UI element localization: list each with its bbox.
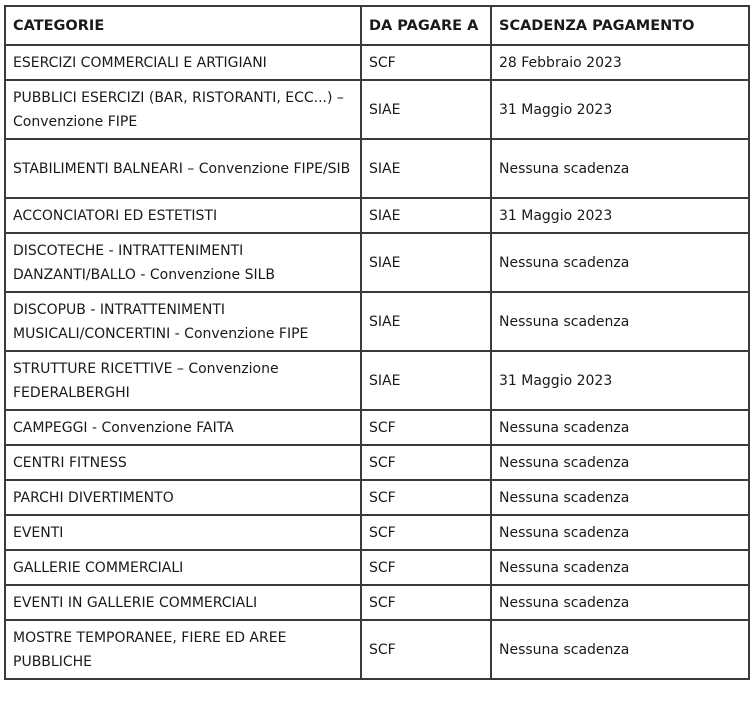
cell-da-pagare-a: SIAE (361, 233, 491, 292)
cell-da-pagare-a: SIAE (361, 351, 491, 410)
cell-categoria: PUBBLICI ESERCIZI (BAR, RISTORANTI, ECC...) – Convenzione FIPE (5, 80, 361, 139)
table-header (5, 6, 749, 45)
table-row (5, 480, 749, 515)
cell-categoria: ESERCIZI COMMERCIALI E ARTIGIANI (5, 45, 361, 80)
cell-scadenza: Nessuna scadenza (491, 445, 749, 480)
cell-categoria: CENTRI FITNESS (5, 445, 361, 480)
table-body (5, 45, 749, 679)
cell-da-pagare-a: SCF (361, 620, 491, 679)
payment-table-container (4, 5, 748, 680)
cell-da-pagare-a: SCF (361, 410, 491, 445)
cell-categoria: GALLERIE COMMERCIALI (5, 550, 361, 585)
cell-scadenza: Nessuna scadenza (491, 550, 749, 585)
cell-scadenza: Nessuna scadenza (491, 233, 749, 292)
table-row (5, 410, 749, 445)
table-row (5, 550, 749, 585)
cell-da-pagare-a: SCF (361, 515, 491, 550)
cell-scadenza: 31 Maggio 2023 (491, 198, 749, 233)
header-da-pagare-a: DA PAGARE A (361, 6, 491, 45)
cell-categoria: ACCONCIATORI ED ESTETISTI (5, 198, 361, 233)
cell-da-pagare-a: SCF (361, 480, 491, 515)
cell-categoria: EVENTI IN GALLERIE COMMERCIALI (5, 585, 361, 620)
cell-scadenza: 28 Febbraio 2023 (491, 45, 749, 80)
cell-scadenza: Nessuna scadenza (491, 410, 749, 445)
cell-da-pagare-a: SCF (361, 45, 491, 80)
cell-da-pagare-a: SCF (361, 445, 491, 480)
table-row (5, 139, 749, 198)
table-row (5, 620, 749, 679)
cell-da-pagare-a: SIAE (361, 139, 491, 198)
cell-scadenza: Nessuna scadenza (491, 480, 749, 515)
table-row (5, 515, 749, 550)
table-row (5, 198, 749, 233)
cell-categoria: STABILIMENTI BALNEARI – Convenzione FIPE/SIB (5, 139, 361, 198)
header-scadenza-pagamento: SCADENZA PAGAMENTO (491, 6, 749, 45)
cell-scadenza: Nessuna scadenza (491, 620, 749, 679)
cell-categoria: EVENTI (5, 515, 361, 550)
cell-categoria: DISCOTECHE - INTRATTENIMENTI DANZANTI/BALLO - Convenzione SILB (5, 233, 361, 292)
cell-da-pagare-a: SCF (361, 585, 491, 620)
table-row (5, 585, 749, 620)
cell-categoria: DISCOPUB - INTRATTENIMENTI MUSICALI/CONCERTINI - Convenzione FIPE (5, 292, 361, 351)
cell-scadenza: Nessuna scadenza (491, 139, 749, 198)
table-row (5, 80, 749, 139)
cell-da-pagare-a: SIAE (361, 292, 491, 351)
payment-table (4, 5, 750, 680)
cell-scadenza: 31 Maggio 2023 (491, 351, 749, 410)
cell-scadenza: Nessuna scadenza (491, 292, 749, 351)
table-row (5, 445, 749, 480)
cell-scadenza: Nessuna scadenza (491, 585, 749, 620)
cell-da-pagare-a: SIAE (361, 80, 491, 139)
header-categorie: CATEGORIE (5, 6, 361, 45)
header-row (5, 6, 749, 45)
cell-categoria: CAMPEGGI - Convenzione FAITA (5, 410, 361, 445)
cell-da-pagare-a: SCF (361, 550, 491, 585)
cell-scadenza: 31 Maggio 2023 (491, 80, 749, 139)
table-row (5, 233, 749, 292)
table-row (5, 45, 749, 80)
cell-categoria: STRUTTURE RICETTIVE – Convenzione FEDERALBERGHI (5, 351, 361, 410)
cell-scadenza: Nessuna scadenza (491, 515, 749, 550)
table-row (5, 351, 749, 410)
cell-categoria: PARCHI DIVERTIMENTO (5, 480, 361, 515)
cell-da-pagare-a: SIAE (361, 198, 491, 233)
cell-categoria: MOSTRE TEMPORANEE, FIERE ED AREE PUBBLICHE (5, 620, 361, 679)
table-row (5, 292, 749, 351)
